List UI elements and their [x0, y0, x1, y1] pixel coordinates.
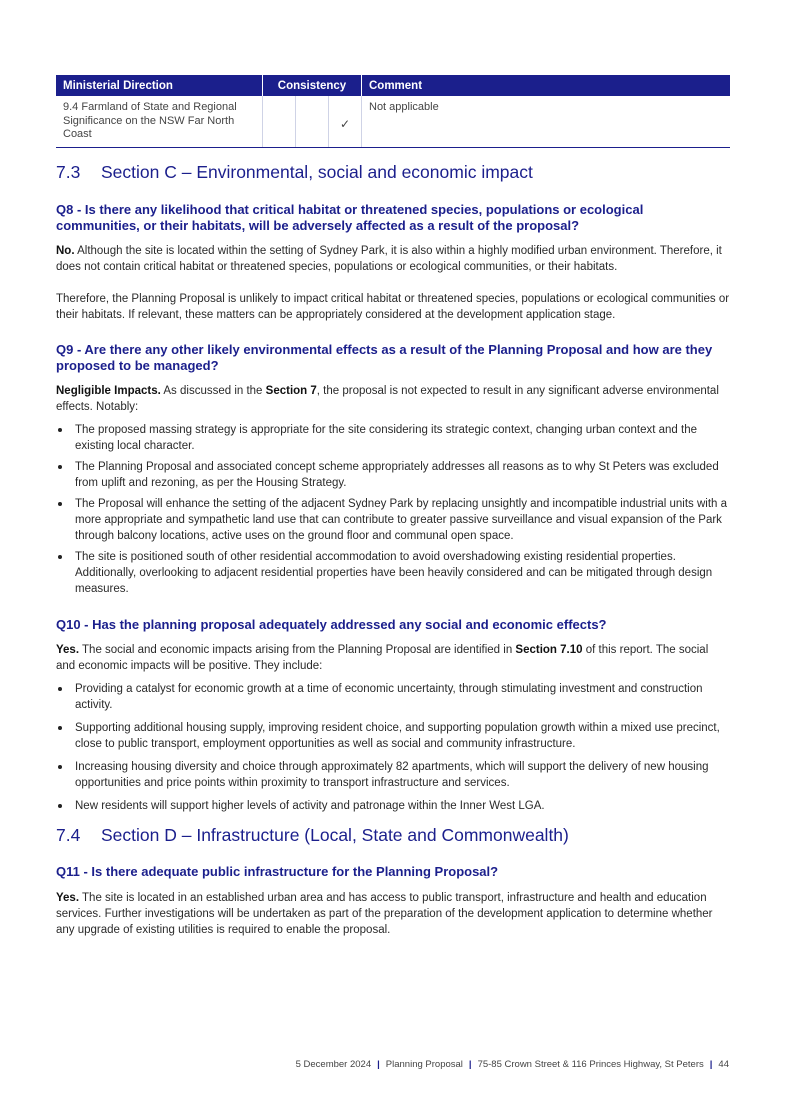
section-reference: Section 7 [265, 384, 317, 397]
question-heading-q8: Q8 - Is there any likelihood that critical habitat or threatened species, populations or ecological communities, or their habitats, will be adversely affected as a result of the proposal? [56, 201, 644, 233]
answer-text: , the proposal is not expected to result in any significant adverse environmental effects. Notably: [56, 384, 719, 413]
answer-text: The site is located in an established urban area and has access to public transport, infrastructure and health and education services. Further investigations will be undertaken as part of the preparation of the development application to determine whether any upgrade of existing utilities is required to enable the proposal. [56, 891, 713, 936]
question-heading-q11: Q11 - Is there adequate public infrastructure for the Planning Proposal? [56, 864, 499, 879]
list-item: The site is positioned south of other residential accommodation to avoid overshadowing existing residential properties. Additionally, overlooking to adjacent residential properties have been heavily considered and can be mitigated through design measures. [56, 549, 730, 597]
consistency-cell-no [296, 96, 329, 147]
list-item: Providing a catalyst for economic growth at a time of economic uncertainty, through stimulating investment and construction activity. [56, 681, 730, 713]
consistency-cell-yes [263, 96, 296, 147]
page-footer [296, 1059, 729, 1070]
table-header-comment: Comment [362, 75, 731, 96]
footer-date: 5 December 2024 [295, 1059, 372, 1070]
list-item: The Planning Proposal and associated concept scheme appropriately addresses all reasons as to why St Peters was excluded from uplift and rezoning, as per the Housing Strategy. [56, 459, 730, 491]
question-heading-q10: Q10 - Has the planning proposal adequately addressed any social and economic effects? [56, 616, 607, 632]
answer-lead: Yes. [56, 891, 80, 904]
footer-separator: | [377, 1059, 380, 1070]
answer-text: Although the site is located within the setting of Sydney Park, it is also within a highly modified urban environment. Therefore, it does not contain critical habitat or threatened species, populations or ecological communities, or their habitats. [56, 244, 722, 273]
q9-intro [56, 383, 730, 415]
footer-separator: | [468, 1059, 472, 1070]
section-heading-7-3 [56, 162, 730, 184]
question-heading-q9: Q9 - Are there any other likely environmental effects as a result of the Planning Proposal and how are they proposed to be managed? [56, 341, 713, 373]
answer-text: of this report. The social and economic impacts will be positive. They include: [56, 644, 709, 672]
section-number: 7.3 [56, 162, 81, 182]
q8-paragraph-2: Therefore, the Planning Proposal is unlikely to impact critical habitat or threatened species, populations or ecological communities or their habitats. If relevant, these matters can be appropriately considered at the development application stage. [56, 292, 730, 321]
list-item: New residents will support higher levels of activity and patronage within the Inner West LGA. [56, 798, 730, 814]
answer-lead: Yes. [56, 644, 80, 656]
section-heading-7-4 [56, 824, 730, 846]
section-reference: Section 7.10 [515, 644, 583, 656]
direction-cell: 9.4 Farmland of State and Regional Significance on the NSW Far North Coast [56, 96, 263, 147]
table-row [56, 96, 730, 147]
table-header-consistency: Consistency [263, 75, 362, 96]
footer-separator: | [709, 1059, 713, 1070]
answer-lead: No. [56, 244, 75, 257]
section-title: Section C – Environmental, social and economic impact [101, 162, 533, 182]
footer-address: 75-85 Crown Street & 116 Princes Highway, St Peters [477, 1059, 704, 1070]
list-item: The Proposal will enhance the setting of the adjacent Sydney Park by replacing unsightly and incompatible industrial units with a more appropriate and sympathetic land use that can contribute to greater passive surveillance and visual expansion of the Park through balcony locations, active uses on the ground floor and communal open space. [56, 496, 730, 544]
answer-text: As discussed in the [160, 384, 266, 397]
answer-lead: Negligible Impacts. [56, 384, 161, 397]
answer-text: The social and economic impacts arising from the Planning Proposal are identified in [79, 644, 516, 656]
ministerial-direction-table [56, 75, 730, 148]
comment-cell: Not applicable [362, 96, 731, 147]
q10-intro [56, 642, 730, 674]
section-number: 7.4 [56, 824, 81, 845]
list-item: Increasing housing diversity and choice through approximately 82 apartments, which will support the delivery of new housing opportunities and price points within proximity to transport infrastructure and services. [56, 759, 730, 791]
list-item: Supporting additional housing supply, improving resident choice, and supporting population growth within a mixed use precinct, close to public transport, employment opportunities as well as social and community infrastructure. [56, 720, 730, 752]
page-content [56, 75, 730, 938]
checkmark-icon: ✓ [339, 117, 351, 131]
footer-document: Planning Proposal [385, 1059, 463, 1070]
page-number: 44 [718, 1059, 729, 1070]
table-header-direction: Ministerial Direction [56, 75, 263, 96]
q8-paragraph-1 [56, 243, 730, 275]
q10-bullet-list [56, 681, 730, 814]
section-title: Section D – Infrastructure (Local, State and Commonwealth) [101, 824, 569, 845]
list-item: The proposed massing strategy is appropriate for the site considering its strategic context, changing urban context and the existing local character. [56, 422, 730, 454]
q9-bullet-list [56, 422, 730, 597]
q11-paragraph [56, 890, 730, 938]
consistency-cell-na [329, 96, 362, 147]
